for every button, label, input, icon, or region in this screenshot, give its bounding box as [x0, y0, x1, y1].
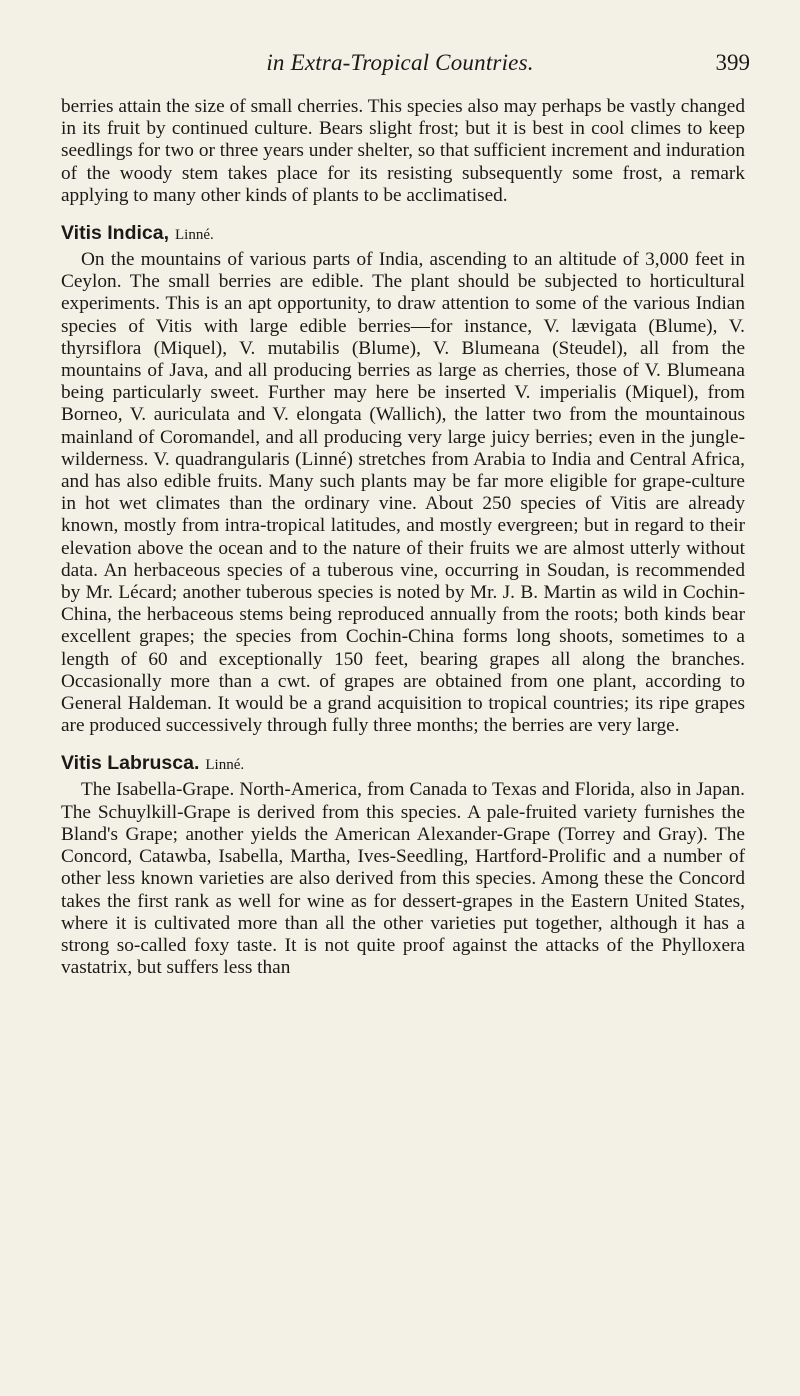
running-head — [60, 50, 750, 84]
paragraph-vitis-indica: On the mountains of various parts of India, ascending to an altitude of 3,000 feet in Ceylon. The small berries are edible. The plant should be subjected to horticultural experiments. This is an apt opportunity, to draw attention to some of the various Indian species of Vitis with large edible berries—for instance, V. lævigata (Blume), V. thyrsiflora (Miquel), V. mutabilis (Blume), V. Blumeana (Steudel), all from the mountains of Java, and all producing berries as large as cherries, those of V. Blumeana being particularly sweet. Further may here be inserted V. imperialis (Miquel), from Borneo, V. auriculata and V. elongata (Wallich), the latter two from the mountainous mainland of Coromandel, and all producing very large juicy berries; even in the jungle-wilderness. V. quadrangularis (Linné) stretches from Arabia to India and Central Africa, and has also edible fruits. Many such plants may be far more eligible for grape-culture in hot wet climates than the ordinary vine. About 250 species of Vitis are already known, mostly from intra-tropical latitudes, and mostly evergreen; but in regard to their elevation above the ocean and to the nature of their fruits we are almost utterly without data. An herbaceous species of a tuberous vine, occurring in Soudan, is recommended by Mr. Lécard; another tuberous species is noted by Mr. J. B. Martin as wild in Cochin-China, the herbaceous stems being reproduced annually from the roots; both kinds bear excellent grapes; the species from Cochin-China forms long shoots, sometimes to a length of 60 and exceptionally 150 feet, bearing grapes all along the branches. Occasionally more than a cwt. of grapes are obtained from one plant, according to General Haldeman. It would be a grand acquisition to tropical countries; its ripe grapes are produced successively through fully three months; the berries are very large. — [61, 249, 745, 737]
body-text — [61, 96, 745, 979]
species-authority: Linné. — [205, 757, 245, 774]
paragraph-vitis-labrusca: The Isabella-Grape. North-America, from Canada to Texas and Florida, also in Japan. The Schuylkill-Grape is derived from this species. A pale-fruited variety furnishes the Bland's Grape; another yields the American Alexander-Grape (Torrey and Gray). The Concord, Catawba, Isabella, Martha, Ives-Seedling, Hartford-Prolific and a number of other less known varieties are also derived from this species. Among these the Concord takes the first rank as well for wine as for dessert-grapes in the Eastern United States, where it is cultivated more than all the other varieties put together, although it has a strong so-called foxy taste. It is not quite proof against the attacks of the Phylloxera vastatrix, but suffers less than — [61, 779, 745, 979]
paragraph-continuation: berries attain the size of small cherries. This species also may perhaps be vastly changed in its fruit by continued culture. Bears slight frost; but it is best in cool climes to keep seedlings for two or three years under shelter, so that sufficient increment and induration of the woody stem takes place for its resisting subsequently some frost, a remark applying to many other kinds of plants to be acclimatised. — [61, 96, 745, 206]
species-name: Vitis Labrusca. — [61, 752, 200, 775]
species-authority: Linné. — [175, 227, 214, 244]
running-title: in Extra-Tropical Countries. — [266, 50, 534, 75]
species-name: Vitis Indica, — [61, 222, 170, 245]
section-heading-vitis-labrusca — [61, 751, 745, 777]
page-number: 399 — [715, 50, 750, 75]
section-heading-vitis-indica — [61, 221, 745, 247]
